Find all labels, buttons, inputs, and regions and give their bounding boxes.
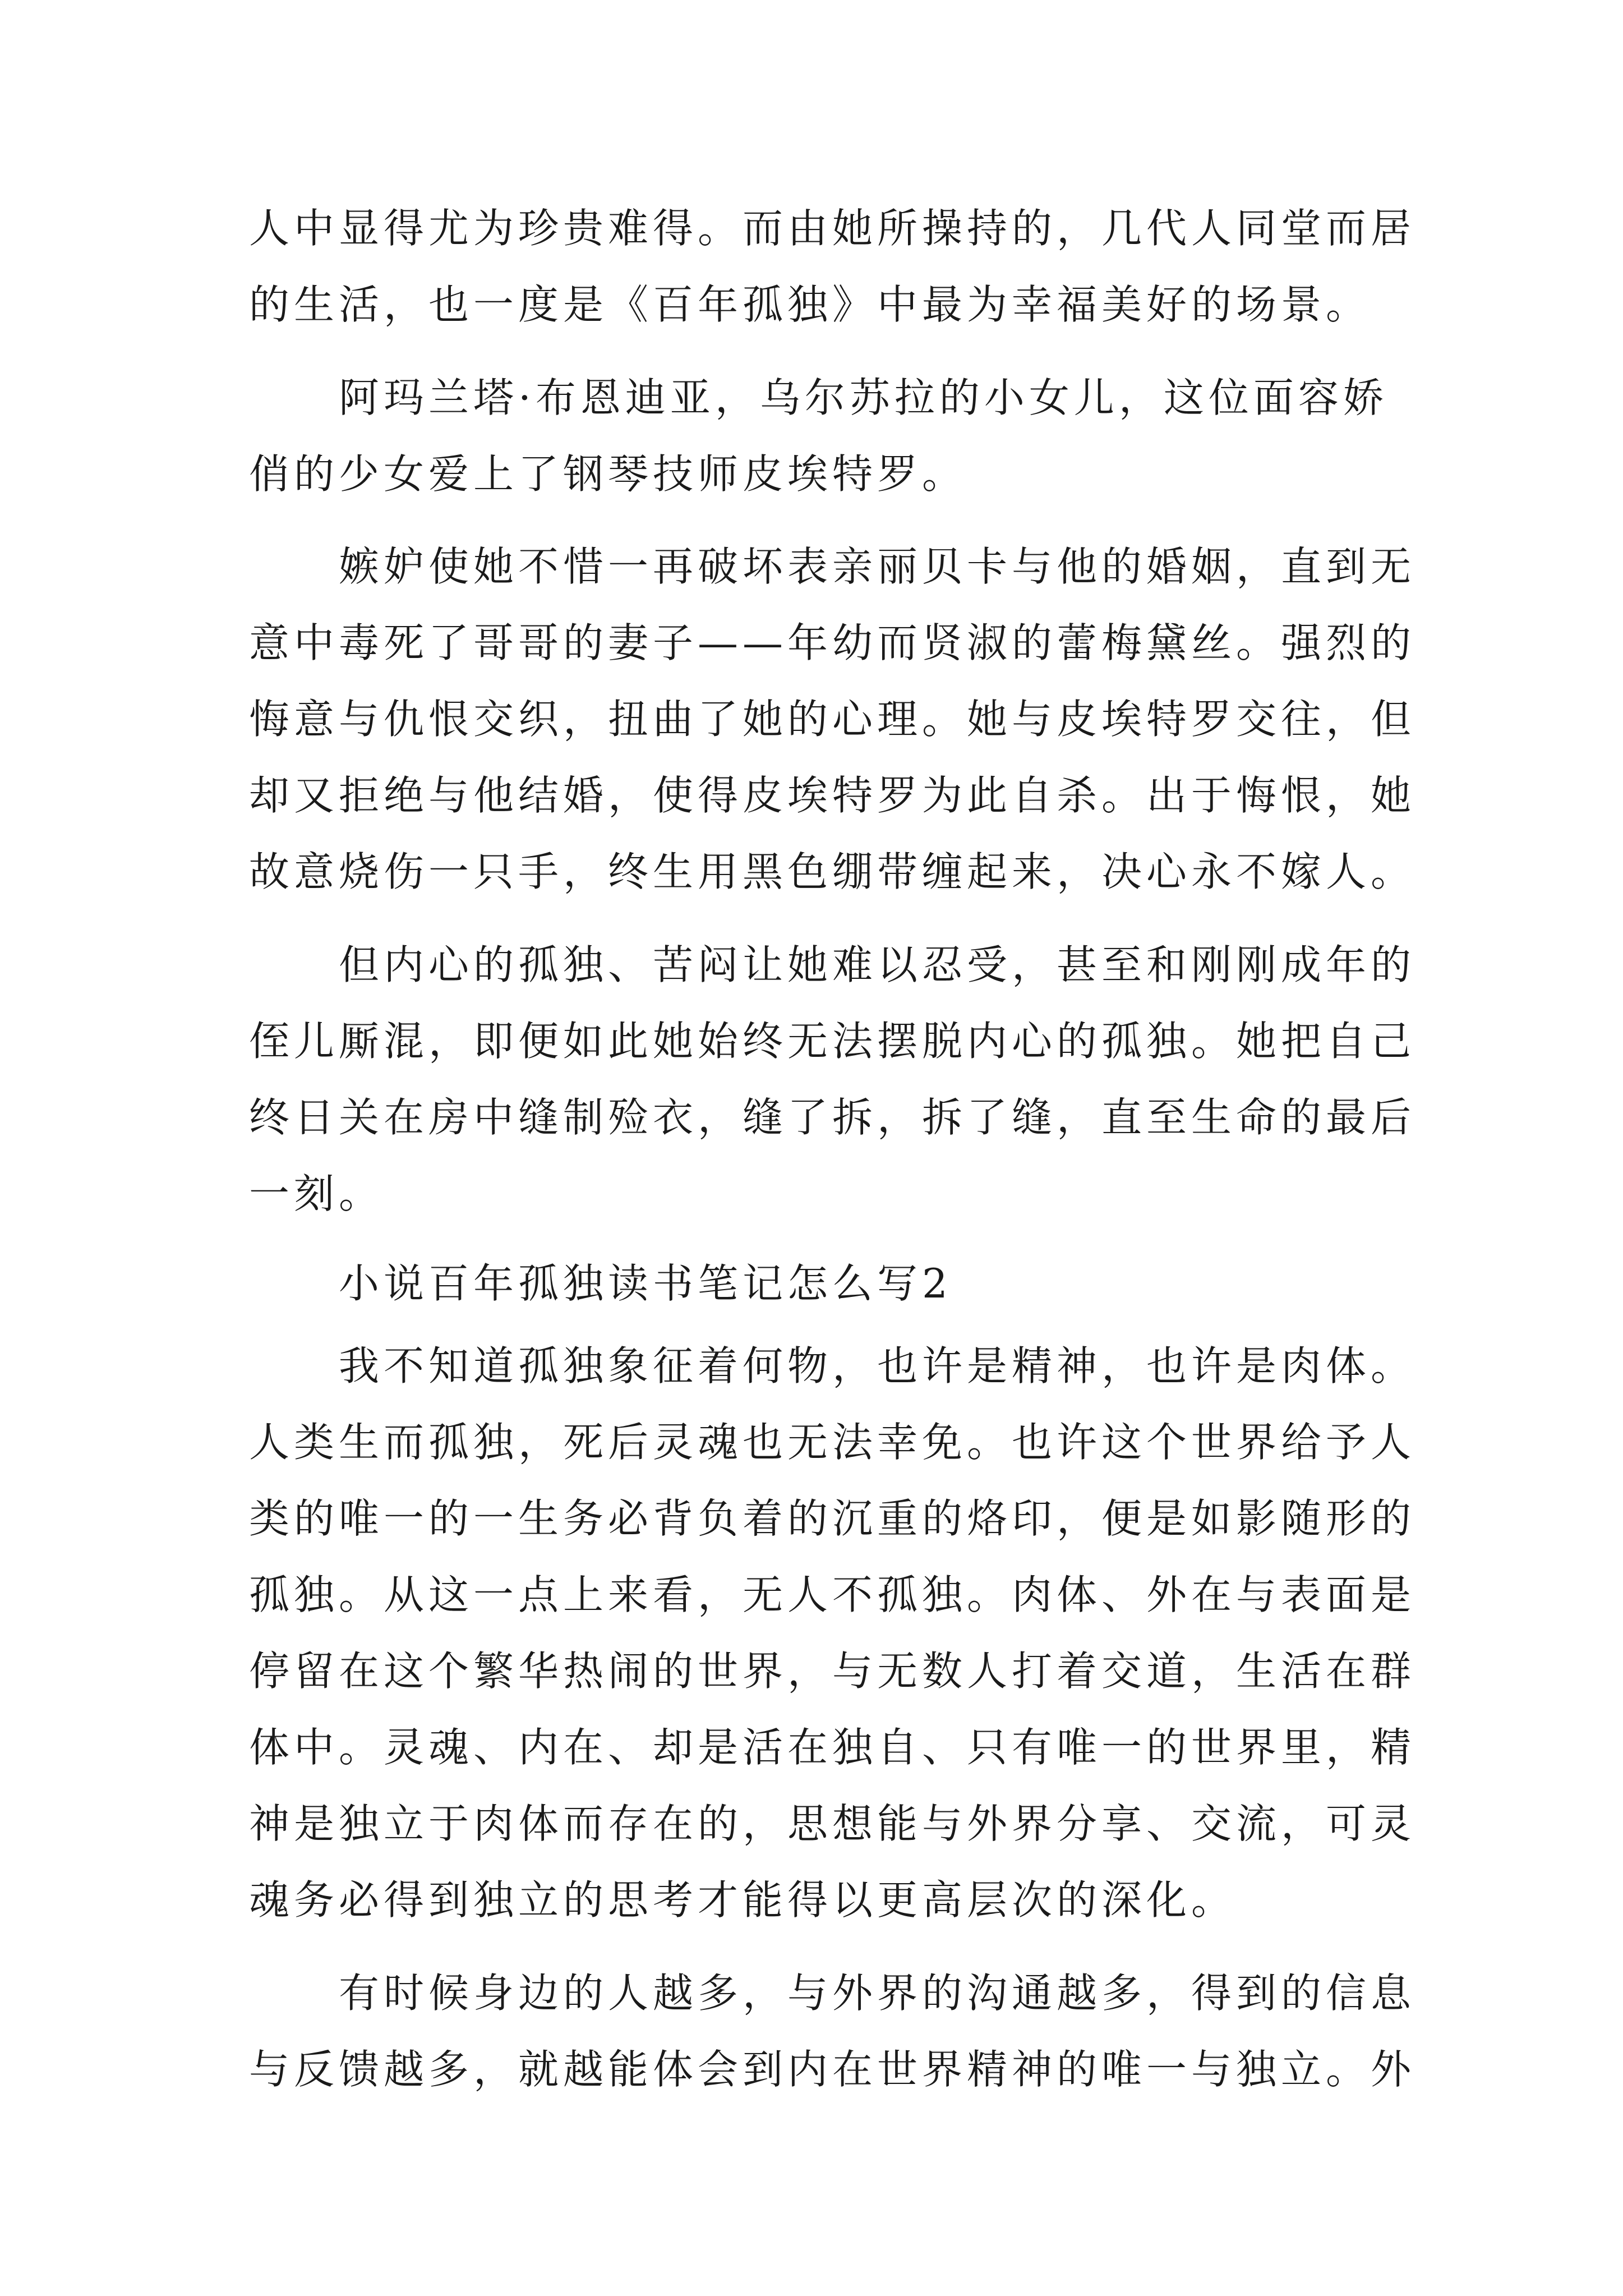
text-line: 停留在这个繁华热闹的世界，与无数人打着交道，生活在群 <box>249 1648 1416 1695</box>
text-line: 但内心的孤独、苦闷让她难以忍受，甚至和刚刚成年的 <box>249 941 1416 988</box>
text-line: 的生活，也一度是《百年孤独》中最为幸福美好的场景。 <box>249 281 1371 328</box>
text-line: 体中。灵魂、内在、却是活在独自、只有唯一的世界里，精 <box>249 1724 1416 1771</box>
text-line: 与反馈越多，就越能体会到内在世界精神的唯一与独立。外 <box>249 2046 1416 2093</box>
text-line: 悔意与仇恨交织，扭曲了她的心理。她与皮埃特罗交往，但 <box>249 696 1416 743</box>
text-line: 却又拒绝与他结婚，使得皮埃特罗为此自杀。出于悔恨，她 <box>249 772 1416 819</box>
text-line: 终日关在房中缝制殓衣，缝了拆，拆了缝，直至生命的最后 <box>249 1094 1416 1141</box>
section-heading: 小说百年孤独读书笔记怎么写2 <box>249 1260 952 1307</box>
text-line: 类的唯一的一生务必背负着的沉重的烙印，便是如影随形的 <box>249 1495 1416 1542</box>
text-line: 魂务必得到独立的思考才能得以更高层次的深化。 <box>249 1876 1237 1924</box>
text-line: 有时候身边的人越多，与外界的沟通越多，得到的信息 <box>249 1970 1416 2017</box>
text-line: 意中毒死了哥哥的妻子——年幼而贤淑的蕾梅黛丝。强烈的 <box>249 619 1416 666</box>
text-line: 我不知道孤独象征着何物，也许是精神，也许是肉体。 <box>249 1342 1416 1389</box>
text-line: 一刻。 <box>249 1170 384 1217</box>
text-line: 人中显得尤为珍贵难得。而由她所操持的，几代人同堂而居 <box>249 205 1416 252</box>
text-line: 阿玛兰塔·布恩迪亚，乌尔苏拉的小女儿，这位面容娇 <box>249 374 1388 421</box>
text-line: 人类生而孤独，死后灵魂也无法幸免。也许这个世界给予人 <box>249 1419 1416 1466</box>
text-line: 神是独立于肉体而存在的，思想能与外界分享、交流，可灵 <box>249 1800 1416 1847</box>
text-line: 俏的少女爱上了钢琴技师皮埃特罗。 <box>249 450 967 498</box>
text-line: 故意烧伤一只手，终生用黑色绷带缠起来，决心永不嫁人。 <box>249 848 1416 895</box>
text-line: 孤独。从这一点上来看，无人不孤独。肉体、外在与表面是 <box>249 1571 1416 1618</box>
text-line: 侄儿厮混，即便如此她始终无法摆脱内心的孤独。她把自己 <box>249 1018 1416 1065</box>
text-line: 嫉妒使她不惜一再破坏表亲丽贝卡与他的婚姻，直到无 <box>249 543 1416 590</box>
